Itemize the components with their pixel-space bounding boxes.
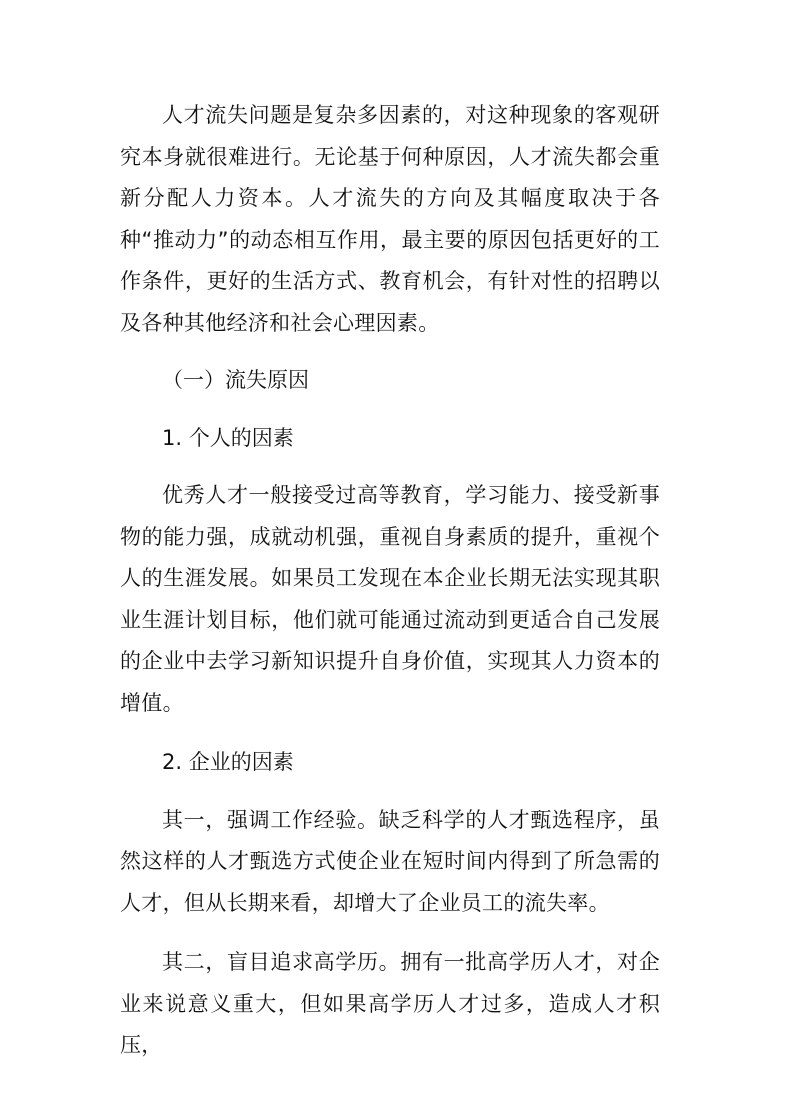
spacer <box>120 402 660 418</box>
subheading-enterprise: 2. 企业的因素 <box>162 750 294 774</box>
spacer <box>120 344 660 360</box>
spacer <box>120 724 660 742</box>
spacer <box>120 459 660 475</box>
spacer <box>120 924 660 942</box>
document-body <box>120 95 660 1067</box>
subheading-personal: 1. 个人的因素 <box>162 425 294 450</box>
section-heading: （一）流失原因 <box>162 368 309 392</box>
paragraph-intro: 人才流失问题是复杂多因素的，对这种现象的客观研究本身就很难进行。无论基于何种原因，人才流失都会重新分配人力资本。人才流失的方向及其幅度取决于各种“推动力”的动态相互作用，最主要的原因包括更好的工作条件，更好的生活方式、教育机会，有针对性的招聘以及各种其他经济和社会心理因素。 <box>120 103 660 335</box>
paragraph-personal: 优秀人才一般接受过高等教育，学习能力、接受新事物的能力强，成就动机强，重视自身素质的提升，重视个人的生涯发展。如果员工发现在本企业长期无法实现其职业生涯计划目标，他们就可能通过流动到更适合自己发展的企业中去学习新知识提升自身价值，实现其人力资本的增值。 <box>120 483 660 715</box>
spacer <box>120 784 660 800</box>
paragraph-enterprise-2: 其二，盲目追求高学历。拥有一批高学历人才，对企业来说意义重大，但如果高学历人才过多，造成人才积压， <box>120 950 660 1057</box>
paragraph-enterprise-1: 其一，强调工作经验。缺乏科学的人才甄选程序，虽然这样的人才甄选方式使企业在短时间内得到了所急需的人才，但从长期来看，却增大了企业员工的流失率。 <box>120 807 660 915</box>
